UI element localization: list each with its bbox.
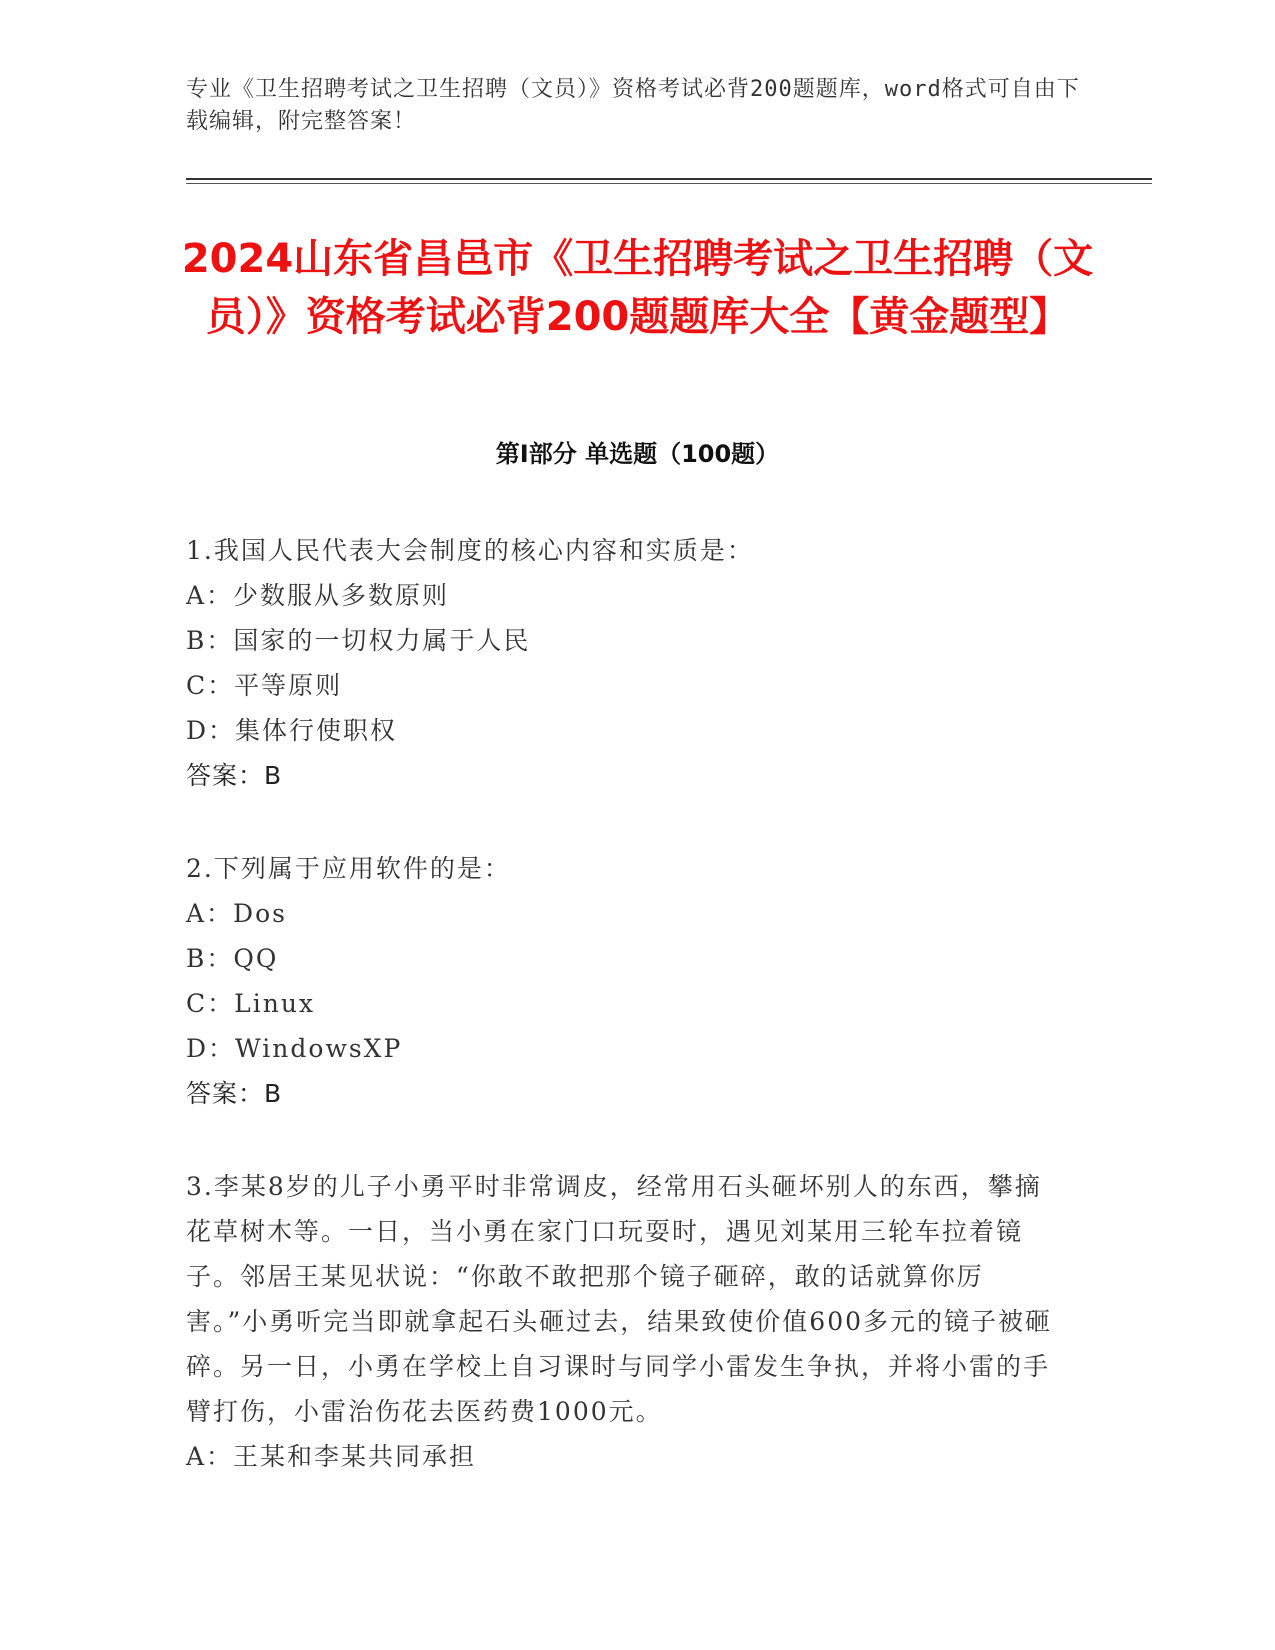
option-a: A：王某和李某共同承担 bbox=[186, 1442, 477, 1471]
option-d: D：集体行使职权 bbox=[186, 716, 398, 745]
question-1 bbox=[186, 528, 1066, 798]
option-a: A：少数服从多数原则 bbox=[186, 581, 450, 610]
section-heading: 第I部分 单选题（100题） bbox=[495, 440, 780, 468]
header-divider-thin bbox=[186, 183, 1152, 184]
question-2 bbox=[186, 846, 1066, 1116]
question-3 bbox=[186, 1164, 1066, 1479]
question-stem: 3.李某8岁的儿子小勇平时非常调皮，经常用石头砸坏别人的东西，攀摘花草树木等。一日，当小勇在家门口玩耍时，遇见刘某用三轮车拉着镜子。邻居王某见状说：“你敢不敢把那个镜子砸碎，敢的话就算你厉害。”小勇听完当即就拿起石头砸过去，结果致使价值600多元的镜子被砸碎。另一日，小勇在学校上自习课时与同学小雷发生争执，并将小雷的手臂打伤，小雷治伤花去医药费1000元。 bbox=[186, 1172, 1053, 1426]
header-divider bbox=[186, 178, 1152, 180]
header-note: 专业《卫生招聘考试之卫生招聘（文员）》资格考试必背200题题库，word格式可自由下载编辑，附完整答案！ bbox=[186, 77, 1080, 134]
answer: 答案：B bbox=[186, 761, 283, 790]
answer: 答案：B bbox=[186, 1079, 283, 1108]
question-stem: 2.下列属于应用软件的是： bbox=[186, 854, 511, 883]
option-b: B：QQ bbox=[186, 944, 279, 973]
option-a: A：Dos bbox=[186, 899, 287, 928]
option-b: B：国家的一切权力属于人民 bbox=[186, 626, 531, 655]
option-d: D：WindowsXP bbox=[186, 1034, 403, 1063]
option-c: C：Linux bbox=[186, 989, 316, 1018]
option-c: C：平等原则 bbox=[186, 671, 343, 700]
question-stem: 1.我国人民代表大会制度的核心内容和实质是： bbox=[186, 536, 754, 565]
document-title: 2024山东省昌邑市《卫生招聘考试之卫生招聘（文员）》资格考试必背200题题库大全【黄金题型】 bbox=[181, 236, 1094, 340]
